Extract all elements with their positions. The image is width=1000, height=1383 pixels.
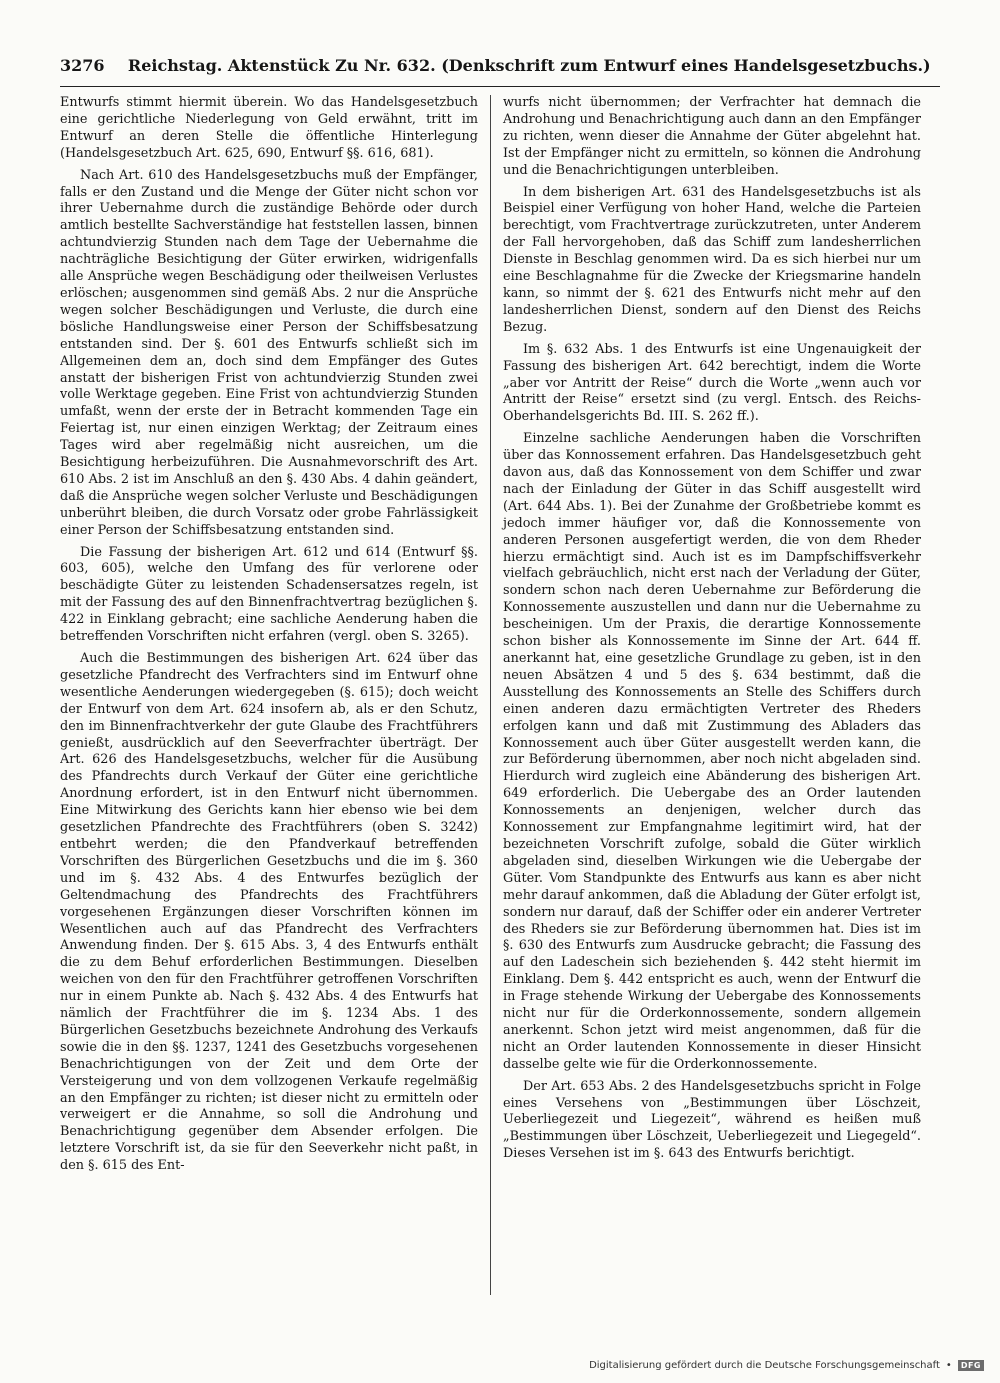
footer-separator: • [945, 1360, 952, 1371]
paragraph: wurfs nicht übernommen; der Verfrachter hat demnach die Androhung und Benachrichtigung auch dann an den Empfänger zu richten, wenn dieser die Annahme der Güter abgelehnt hat. Ist der Empfänger nicht zu ermitteln, so können die Androhung und die Benachrichtigungen unterbleiben. [503, 95, 921, 178]
paragraph: Einzelne sachliche Aenderungen haben die Vorschriften über das Konnossement erfahren. Das Handelsgesetzbuch geht davon aus, daß das Konnossement von dem Schiffer und zwar nach der Einladung der Güter in das Schiff ausgestellt wird (Art. 644 Abs. 1). Bei der Zunahme der Großbetriebe kommt es jedoch immer häufiger vor, daß die Konnossemente von anderen Personen ausgefertigt werden, die von dem Rheder hierzu ermächtigt sind. Auch ist es im Dampfschiffsverkehr vielfach gebräuchlich, nicht erst nach der Verladung der Güter, sondern schon nach deren Uebernahme zur Beförderung die Konnossemente auszustellen und dann nur die Uebernahme zu bescheinigen. Um der Praxis, die derartige Konnossemente schon bisher als Konnossemente im Sinne der Art. 644 ff. anerkannt hat, eine gesetzliche Grundlage zu geben, ist in den neuen Absätzen 4 und 5 des §. 634 bestimmt, daß die Ausstellung des Konnossements an Stelle des Schiffers durch einen anderen dazu ermächtigten Vertreter des Rheders erfolgen kann und daß mit Zustimmung des Abladers das Konnossement auch über Güter ausgestellt werden kann, die zur Beförderung übernommen, aber noch nicht abgeladen sind. Hierdurch wird zugleich eine Abänderung des bisherigen Art. 649 erforderlich. Die Uebergabe des an Order lautenden Konnossements an denjenigen, welcher durch das Konnossement zur Empfangnahme legitimirt wird, hat der bezeichneten Vorschrift zufolge, sobald die Güter wirklich abgeladen sind, dieselben Wirkungen wie die Uebergabe der Güter. Vom Standpunkte des Entwurfs aus kann es aber nicht mehr darauf ankommen, daß die Abladung der Güter erfolgt ist, sondern nur darauf, daß der Schiffer oder ein anderer Vertreter des Rheders sie zur Beförderung übernommen hat. Dies ist im §. 630 des Entwurfs zum Ausdrucke gebracht; die Fassung des auf den Ladeschein sich beziehenden §. 442 steht hiermit im Einklang. Dem §. 442 entspricht es auch, wenn der Entwurf die in Frage stehende Wirkung der Uebergabe des Konnossements nicht nur für die Orderkonnossemente, sondern allgemein anerkennt. Schon jetzt wird meist angenommen, daß für die nicht an Order lautenden Konnossemente in dieser Hinsicht dasselbe gelte wie für die Orderkonnossemente. [503, 431, 921, 1072]
paragraph: In dem bisherigen Art. 631 des Handelsgesetzbuchs ist als Beispiel einer Verfügung von hoher Hand, welche die Parteien berechtigt, vom Frachtvertrage zurückzutreten, unter Anderem der Fall hervorgehoben, daß das Schiff zum landesherrlichen Dienste in Beschlag genommen wird. Da es sich hierbei nur um eine Beschlagnahme für die Zwecke der Kriegsmarine handeln kann, so nimmt der §. 621 des Entwurfs nicht mehr auf den landesherrlichen Dienst, sondern auf den Dienst des Reichs Bezug. [503, 184, 921, 335]
page-header [60, 56, 940, 87]
paragraph: Der Art. 653 Abs. 2 des Handelsgesetzbuchs spricht in Folge eines Versehens von „Bestimmungen über Löschzeit, Ueberliegezeit und Liegezeit“, während es heißen muß „Bestimmungen über Löschzeit, Ueberliegezeit und Liegegeld“. Dieses Versehen ist im §. 643 des Entwurfs berichtigt. [503, 1078, 921, 1162]
document-page [60, 56, 940, 1295]
paragraph: Auch die Bestimmungen des bisherigen Art. 624 über das gesetzliche Pfandrecht des Verfrachters sind im Entwurf ohne wesentliche Aenderungen wiedergegeben (§. 615); doch weicht der Entwurf von dem Art. 624 insofern ab, als er den Schutz, den im Binnenfrachtverkehr der gute Glaube des Frachtführers genießt, ausdrücklich auf den Seeverfrachter überträgt. Der Art. 626 des Handelsgesetzbuchs, welcher für die Ausübung des Pfandrechts durch Verkauf der Güter eine gerichtliche Anordnung erfordert, ist in den Entwurf nicht übernommen. Eine Mitwirkung des Gerichts kann hier ebenso wie bei dem gesetzlichen Pfandrechte des Frachtführers (oben S. 3242) entbehrt werden; die den Pfandverkauf betreffenden Vorschriften des Bürgerlichen Gesetzbuchs und die im §. 360 und im §. 432 Abs. 4 des Entwurfes bezüglich der Geltendmachung des Pfandrechts des Frachtführers vorgesehenen Ergänzungen dieser Vorschriften können im Wesentlichen auch auf das Pfandrecht des Verfrachters Anwendung finden. Der §. 615 Abs. 3, 4 des Entwurfs enthält die zu dem Behuf erforderlichen Bestimmungen. Dieselben weichen von den für den Frachtführer getroffenen Vorschriften nur in einem Punkte ab. Nach §. 432 Abs. 4 des Entwurfs hat nämlich der Frachtführer die im §. 1234 Abs. 1 des Bürgerlichen Gesetzbuchs bezeichnete Androhung des Verkaufs sowie die in den §§. 1237, 1241 des Gesetzbuchs vorgesehenen Benachrichtigungen von der Zeit und dem Orte der Versteigerung und von dem vollzogenen Verkaufe regelmäßig an den Empfänger zu richten; ist dieser nicht zu ermitteln oder verweigert er die Annahme, so soll die Androhung und Benachrichtigung gegenüber dem Absender erfolgen. Die letztere Vorschrift ist, da sie für den Seeverkehr nicht paßt, in den §. 615 des Ent- [60, 651, 478, 1174]
left-column [60, 95, 490, 1295]
text-columns [60, 95, 940, 1295]
paragraph: Die Fassung der bisherigen Art. 612 und 614 (Entwurf §§. 603, 605), welche den Umfang des für verlorene oder beschädigte Güter zu leistenden Schadensersatzes regeln, ist mit der Fassung des auf den Binnenfrachtvertrag bezüglichen §. 422 in Einklang gebracht; eine sachliche Aenderung haben die betreffenden Vorschriften nicht erfahren (vergl. oben S. 3265). [60, 544, 478, 645]
running-title: Reichstag. Aktenstück Zu Nr. 632. (Denkschrift zum Entwurf eines Handelsgesetzbuchs.) [127, 56, 931, 75]
paragraph: Nach Art. 610 des Handelsgesetzbuchs muß der Empfänger, falls er den Zustand und die Menge der Güter nicht schon vor ihrer Uebernahme durch die zuständige Behörde oder durch amtlich bestellte Sachverständige hat feststellen lassen, binnen achtundvierzig Stunden nach dem Tage der Uebernahme die nachträgliche Besichtigung der Güter erwirken, widrigenfalls alle Ansprüche wegen Beschädigung oder theilweisen Verlustes erlöschen; ausgenommen sind gemäß Abs. 2 nur die Ansprüche wegen solcher Beschädigungen und Verluste, die durch eine bösliche Handlungsweise einer Person der Schiffsbesatzung entstanden sind. Der §. 601 des Entwurfs schließt sich im Allgemeinen dem an, doch sind dem Empfänger des Gutes anstatt der bisherigen Frist von achtundvierzig Stunden zwei volle Werktage gegeben. Eine Frist von achtundvierzig Stunden umfaßt, wenn der erste der in Betracht kommenden Tage ein Feiertag ist, nur einen einzigen Werktag; der Zeitraum eines Tages wird aber regelmäßig nicht ausreichen, um die Besichtigung herbeizuführen. Die Ausnahmevorschrift des Art. 610 Abs. 2 ist im Anschluß an den §. 430 Abs. 4 dahin geändert, daß die Ansprüche wegen solcher Verluste und Beschädigungen unberührt bleiben, die durch Vorsatz oder grobe Fahrlässigkeit einer Person der Schiffsbesatzung entstanden sind. [60, 167, 478, 538]
funding-note: Digitalisierung gefördert durch die Deutsche Forschungsgemeinschaft [589, 1360, 940, 1371]
page-number: 3276 [60, 56, 105, 75]
paragraph: Im §. 632 Abs. 1 des Entwurfs ist eine Ungenauigkeit der Fassung des bisherigen Art. 642 berechtigt, indem die Worte „aber vor Antritt der Reise“ durch die Worte „wenn auch vor Antritt der Reise“ ersetzt sind (zu vergl. Entsch. des Reichs-Oberhandelsgerichts Bd. III. S. 262 ff.). [503, 341, 921, 425]
paragraph: Entwurfs stimmt hiermit überein. Wo das Handelsgesetzbuch eine gerichtliche Niederlegung von Geld erwähnt, tritt im Entwurf an deren Stelle die öffentliche Hinterlegung (Handelsgesetzbuch Art. 625, 690, Entwurf §§. 616, 681). [60, 95, 478, 161]
right-column [491, 95, 921, 1295]
page-footer [589, 1360, 984, 1371]
dfg-logo: DFG [958, 1360, 984, 1371]
